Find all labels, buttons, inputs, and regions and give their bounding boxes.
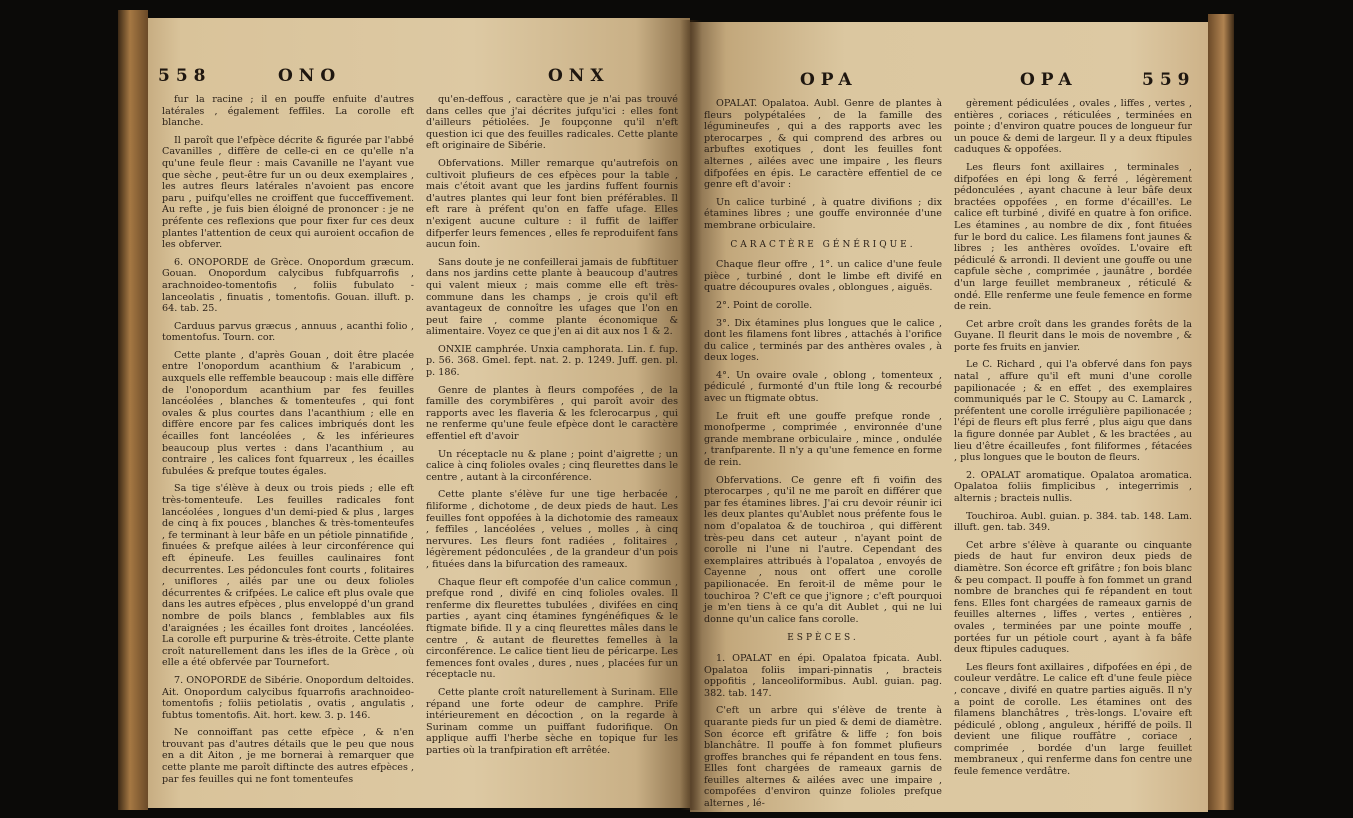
- paragraph: 2. OPALAT aromatique. Opalatoa aromatica. Opalatoa foliis fimplicibus , integerrimis , alternis ; bracteis nullis.: [954, 469, 1192, 504]
- paragraph: 3°. Dix étamines plus longues que le calice , dont les filamens font libres , attachés à l'orifice du calice , terminés par des anthères ovales , à deux loges.: [704, 317, 942, 364]
- right-page: [690, 22, 1208, 812]
- running-head-left-col1: ONO: [278, 66, 342, 86]
- running-head-right-col2: OPA: [1020, 70, 1078, 90]
- paragraph: Genre de plantes à fleurs compofées , de la famille des corymbifères , qui paroît avoir des rapports avec les flaveria & les fclerocarpus , qui ne renferme qu'une feule efpèce dont le caractère effentiel eft d'avoir: [426, 384, 678, 443]
- paragraph: Sa tige s'élève à deux ou trois pieds ; elle eft très-tomenteufe. Les feuilles radicales font lancéolées , longues d'un demi-pied & plus , larges de cinq à fix pouces , blanches & très-tomenteufes , fe terminant à leur bâfe en un pétiole pinnatifide , finuées & prefque ailées à leur circonférence qui eft épineufe. Les feuilles caulinaires font decurrentes. Les pédoncules font courts , folitaires , uniflores , ailés par une ou deux folioles décurrentes & crifpées. Le calice eft plus ovale que dans les autres efpèces , plus enveloppé d'un grand nombre de poils blancs , femblables aux fils d'araignées ; les écailles font droites , lancéolées. La corolle eft purpurine & très-étroite. Cette plante croît naturellement dans les ifles de la Grèce , où elle a été obfervée par Tournefort.: [162, 483, 415, 669]
- paragraph: OPALAT. Opalatoa. Aubl. Genre de plantes à fleurs polypétalées , de la famille des légumineufes , qui a des rapports avec les pterocarpes , & qui comprend des arbres ou arbuftes exotiques , dont les feuilles font alternes , ailées avec une impaire , les fleurs difpofées en épis. Le caractère effentiel de ce genre eft d'avoir :: [704, 98, 942, 191]
- left-page: [148, 18, 690, 808]
- paragraph: Cette plante , d'après Gouan , doit être placée entre l'onopordum acanthium & l'arabicum , auxquels elle reffemble beaucoup : mais elle diffère de l'onopordum acanthium par fes feuilles lancéolées , blanches & tomenteufes , qui font ovales & plus courtes dans l'acanthium ; elle en diffère encore par fes calices imbriqués dont les écailles font lancéolées , & les inférieures beaucoup plus vertes : dans l'acanthium , au contraire , les calices font fquarreux , les écailles fubulées & prefque toutes égales.: [162, 349, 414, 477]
- paragraph: Carduus parvus græcus , annuus , acanthi folio , tomentofus. Tourn. cor.: [162, 320, 414, 344]
- paragraph: Un calice turbiné , à quatre divifions ; dix étamines libres ; une gouffe environnée d'une membrane orbiculaire.: [704, 196, 942, 231]
- page-number-right: 559: [1142, 70, 1196, 90]
- paragraph: Le fruit eft une gouffe prefque ronde , monofperme , comprimée , environnée d'une grande membrane orbiculaire , mince , ondulée , tranfparente. Il n'y a qu'une femence en forme de rein.: [704, 410, 942, 469]
- paragraph: Le C. Richard , qui l'a obfervé dans fon pays natal , affure qu'il eft muni d'une corolle papilionacée ; & en effet , des exemplaires communiqués par le C. Stoupy au C. Lamarck , préfentent une corolle irrégulière papilionacée ; l'épi de fleurs eft plus ferré , plus aigu que dans la figure donnée par Aublet , & les bractées , au lieu d'être écailleufes , font filiformes , fétacées , plus longues que le bouton de fleurs.: [954, 359, 1192, 464]
- paragraph: Cette plante s'élève fur une tige herbacée , filiforme , dichotome , de deux pieds de haut. Les feuilles font oppofées à la dichotomie des rameaux , feffiles , lancéolées , velues , molles , à cinq nervures. Les fleurs font radiées , folitaires , légèrement pédonculées , de la grandeur d'un pois , fituées dans la bifurcation des rameaux.: [426, 489, 678, 570]
- paragraph: Chaque fleur eft compofée d'un calice commun , prefque rond , divifé en cinq folioles ovales. Il renferme dix fleurettes tubulées , divifées en cinq parties , ayant cinq étamines fyngénéfiques & le ftigmate bifide. Il y a cinq fleurettes mâles dans le centre , & autant de fleurettes femelles à la circonférence. Le calice tient lieu de péricarpe. Les femences font ovales , dures , nues , placées fur un réceptacle nu.: [426, 576, 678, 681]
- paragraph: 2°. Point de corolle.: [716, 299, 813, 311]
- paragraph: ONXIE camphrée. Unxia camphorata. Lin. f. fup. p. 56. 368. Gmel. fept. nat. 2. p. 1249. Juff. gen. pl. p. 186.: [426, 343, 678, 379]
- page-number-left: 558: [158, 66, 212, 86]
- paragraph: Les fleurs font axillaires , difpofées en épi , de couleur verdâtre. Le calice eft d'une feule pièce , concave , divifé en quatre parties aiguës. Il n'y a point de corolle. Les étamines ont des filamens blanchâtres , très-longs. L'ovaire eft pédiculé , oblong , anguleux , hériffé de poils. Il devient une filique rouffâtre , coriace , comprimée , bordée d'un large feuillet membraneux , qui renferme dans fon centre une feule femence verdâtre.: [954, 661, 1192, 778]
- paragraph: Cette plante croît naturellement à Surinam. Elle répand une forte odeur de camphre. Prife intérieurement en décoction , on la regarde à Surinam comme un puiffant fudorifique. On applique auffi l'herbe sèche en topique fur les parties où la tranfpiration eft arrêtée.: [426, 686, 678, 756]
- paragraph: 7. ONOPORDE de Sibérie. Onopordum deltoides. Ait. Onopordum calycibus fquarrofis arachnoideo-tomentofis ; foliis petiolatis , ovatis , angulatis , fubtus tomentofis. Ait. hort. kew. 3. p. 146.: [162, 674, 414, 721]
- paragraph: Obfervations. Ce genre eft fi voifin des pterocarpes , qu'il ne me paroît en différer que par fes étamines libres. J'ai cru devoir réunir ici les deux plantes qu'Aublet nous préfente fous le nom d'opalatoa & de touchiroa , qui diffèrent très-peu dans cet auteur , n'ayant point de corolle ni l'une ni l'autre. Cependant des exemplaires attribués à l'opalatoa , envoyés de Cayenne , nous ont offert une corolle papilionacée. En feroit-il de même pour le touchiroa ? C'eft ce que j'ignore ; c'eft pourquoi je m'en tiens à ce qu'a dit Aublet , qui ne lui donne qu'un calice fans corolle.: [704, 474, 942, 625]
- paragraph: Chaque fleur offre , 1°. un calice d'une feule pièce , turbiné , dont le limbe eft divifé en quatre découpures ovales , oblongues , aiguës.: [704, 259, 942, 294]
- right-page-column-2: [954, 98, 1192, 784]
- running-head-left-col2: ONX: [548, 66, 610, 86]
- paragraph: fur la racine ; il en pouffe enfuite d'autres latérales , également feffiles. La corolle eft blanche.: [162, 94, 414, 129]
- paragraph: Obfervations. Miller remarque qu'autrefois on cultivoit plufieurs de ces efpèces pour la table , mais c'étoit avant que les jardins fuffent fournis d'autres plantes qui leur font bien préférables. Il eft rare à préfent qu'on en faffe ufage. Elles n'exigent aucune culture : il fuffit de laiffer difperfer leurs femences , elles fe reproduifent fans aucun foin.: [426, 157, 678, 251]
- paragraph: Cet arbre s'élève à quarante ou cinquante pieds de haut fur environ deux pieds de diamètre. Son écorce eft grifâtre ; fon bois blanc & peu compact. Il pouffe à fon fommet un grand nombre de branches qui fe répandent en tout fens. Elles font chargées de rameaux garnis de feuilles alternes , liffes , vertes , entières , ovales , terminées par une pointe mouffe , portées fur un pétiole court , ayant à fa bâfe deux ftipules caduques.: [954, 539, 1192, 656]
- paragraph: 4°. Un ovaire ovale , oblong , tomenteux , pédiculé , furmonté d'un ftile long & recourbé avec un ftigmate obtus.: [704, 369, 942, 405]
- paragraph: gèrement pédiculées , ovales , liffes , vertes , entières , coriaces , réticulées , terminées en pointe ; d'environ quatre pouces de longueur fur un pouce & demi de largeur. Il y a deux ftipules caduques & oppofées.: [954, 98, 1192, 156]
- paragraph: 6. ONOPORDE de Grèce. Onopordum græcum. Gouan. Onopordum calycibus fubfquarrofis , arachnoideo-tomentofis , foliis fubulato - lanceolatis , finuatis , tomentofis. Gouan. illuft. p. 64. tab. 25.: [162, 256, 414, 315]
- left-page-column-1: [162, 94, 414, 791]
- paragraph: Un réceptacle nu & plane ; point d'aigrette ; un calice à cinq folioles ovales ; cinq fleurettes dans le centre , autant à la circonférence.: [426, 448, 678, 483]
- book-edge-left: [118, 10, 148, 810]
- paragraph: Touchiroa. Aubl. guian. p. 384. tab. 148. Lam. illuft. gen. tab. 349.: [954, 510, 1192, 534]
- left-page-column-2: [426, 94, 678, 762]
- paragraph: Il paroît que l'efpèce décrite & figurée par l'abbé Cavanilles , diffère de celle-ci en ce qu'elle n'a qu'une feule fleur : mais Cavanille ne l'ayant vue que sèche , peut-être fur un ou deux exemplaires , les autres fleurs latérales n'avoient pas encore paru , puifqu'elles ne croiffent que fucceffivement. Au refte , je fuis bien éloigné de prononcer : je ne préfente ces reflexions que pour fixer fur ces deux plantes l'attention de ceux qui auroient occafion de les obferver.: [162, 134, 414, 251]
- book-gutter: [680, 20, 702, 810]
- paragraph: 1. OPALAT en épi. Opalatoa fpicata. Aubl. Opalatoa foliis impari-pinnatis , bracteis oppofitis , lanceoliformibus. Aubl. guian. pag. 382. tab. 147.: [704, 652, 942, 699]
- paragraph: Cet arbre croît dans les grandes forêts de la Guyane. Il fleurit dans le mois de novembre , & porte fes fruits en janvier.: [954, 318, 1192, 353]
- section-heading: ESPÈCES.: [787, 633, 859, 644]
- paragraph: Sans doute je ne confeillerai jamais de fubftituer dans nos jardins cette plante à beaucoup d'autres qui valent mieux ; mais comme elle eft très-commune dans les champs , je crois qu'il eft avantageux de connoître les ufages que l'on en peut faire , comme plante économique & alimentaire. Voyez ce que j'en ai dit aux nos 1 & 2.: [426, 256, 678, 338]
- paragraph: C'eft un arbre qui s'élève de trente à quarante pieds fur un pied & demi de diamètre. Son écorce eft grifâtre & liffe ; fon bois blanchâtre. Il pouffe à fon fommet plufieurs groffes branches qui fe répandent en tous fens. Elles font chargées de rameaux garnis de feuilles alternes & ailées avec une impaire , compofées d'environ quinze folioles prefque alternes , lé-: [704, 705, 942, 810]
- paragraph: Ne connoiffant pas cette efpèce , & n'en trouvant pas d'autres détails que le peu que nous en a dit Aiton , je me bornerai à remarquer que cette plante me paroît diftincte des autres efpèces , par fes feuilles qui ne font tomenteufes: [162, 727, 414, 785]
- section-heading: CARACTÈRE GÉNÉRIQUE.: [730, 239, 916, 250]
- book-edge-right: [1208, 14, 1234, 810]
- running-head-right-col1: OPA: [800, 70, 858, 90]
- paragraph: qu'en-deffous , caractère que je n'ai pas trouvé dans celles que j'ai décrites jufqu'ici : elles font d'ailleurs pétiolées. Je foupçonne qu'il n'eft question ici que des feuilles radicales. Cette plante eft originaire de Sibérie.: [426, 94, 678, 152]
- right-page-column-1: [704, 98, 942, 812]
- paragraph: Les fleurs font axillaires , terminales , difpofées en épi long & ferré , légèrement pédonculées , ayant chacune à leur bâfe deux bractées oppofées , en forme d'écaill'es. Le calice eft turbiné , divifé en quatre à fon orifice. Les étamines , au nombre de dix , font fituées fur le bord du calice. Les filamens font jaunes & libres ; les anthères ovoïdes. L'ovaire eft pédiculé & arrondi. Il devient une gouffe ou une capfule sèche , comprimée , jaunâtre , bordée d'un large feuillet membraneux , réticulé & ondé. Elle renferme une feule femence en forme de rein.: [954, 161, 1192, 313]
